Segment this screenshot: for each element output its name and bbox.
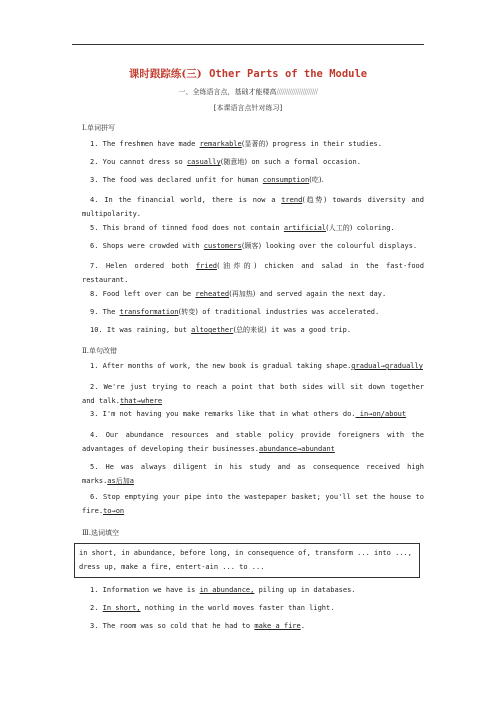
exercise-item <box>90 241 424 251</box>
item-text: looking over the colourful displays. <box>261 242 418 250</box>
answer-fix: as后加a <box>107 477 134 485</box>
item-text: 5. He was always diligent in his study and as consequence received high marks. <box>82 463 424 485</box>
exercise-item <box>82 259 424 287</box>
correction-item <box>90 362 424 370</box>
correction-item <box>82 460 424 488</box>
answer-blank: in abundance, <box>199 586 255 594</box>
answer-blank: artificial <box>283 224 327 232</box>
item-text: of traditional industries was accelerated. <box>198 308 380 316</box>
item-text: piling up in databases. <box>254 586 356 594</box>
answer-blank: trend <box>281 196 303 204</box>
answer-fix: abundance→abundant <box>259 445 335 453</box>
fill-item <box>90 604 424 612</box>
correction-item <box>90 410 424 418</box>
answer-fix: gradual→gradually <box>351 362 423 370</box>
item-text: chicken and salad in the fast-food restaurant. <box>82 262 424 284</box>
hint-cn: (油炸的) <box>217 262 257 270</box>
item-text: . <box>300 622 305 630</box>
fill-item <box>90 622 424 630</box>
item-text: 2. We're just trying to reach a point that both sides will sit down together and talk. <box>82 383 424 405</box>
answer-blank: altogether <box>191 326 234 334</box>
subtitle-hatch: ////////////////////// <box>276 88 318 96</box>
item-text: coloring. <box>352 224 395 232</box>
correction-item <box>82 490 424 518</box>
section-1-heading: Ⅰ.单词拼写 <box>82 124 115 132</box>
item-text: 6. Stop emptying your pipe into the wastepaper basket; you'll set the house to fire. <box>82 493 424 515</box>
item-text: it was a good trip. <box>266 326 352 334</box>
subtitle <box>72 87 424 97</box>
answer-blank: consumption <box>262 176 310 184</box>
answer-blank: transformation <box>119 308 179 316</box>
item-text: 2. You cannot dress so <box>90 158 187 166</box>
item-text: 6. Shops were crowded with <box>90 242 204 250</box>
subtitle-text: 一、全练语言点，基础才能楼高 <box>178 88 277 96</box>
note: [本课语言点针对练习] <box>213 104 283 112</box>
hint-cn: (随意地) <box>220 158 248 166</box>
exercise-item <box>90 157 424 167</box>
hint-cn: (顾客) <box>241 242 262 250</box>
item-text: 4. Our abundance resources and stable policy provide foreigners with the advantages of developing their businesses. <box>82 431 424 453</box>
item-text: 1. Information we have is <box>90 586 200 594</box>
exercise-item <box>90 139 424 149</box>
item-text: 1. After months of work, the new book is gradual taking shape. <box>90 362 352 370</box>
answer-fix: _in→on/about <box>355 410 407 418</box>
item-text: 7. Helen ordered both <box>90 262 196 270</box>
item-text: 4. In the financial world, there is now a <box>90 196 282 204</box>
title-cn: 课时跟踪练(三) <box>128 68 202 80</box>
exercise-item <box>90 325 424 335</box>
answer-blank: customers <box>203 242 242 250</box>
correction-item <box>82 428 424 456</box>
item-text: on such a formal occasion. <box>247 158 361 166</box>
item-text: 10. It was raining, but <box>90 326 192 334</box>
item-text: towards diversity and multipolarity. <box>82 196 424 218</box>
hint-cn: (再加热) <box>229 290 256 298</box>
item-text: 3. The room was so cold that he had to <box>90 622 255 630</box>
word-box: in short, in abundance, before long, in consequence of, transform ... into ..., dress up, make a fire, entert-ain ... to ... <box>74 543 420 578</box>
hint-cn: (人工的) <box>326 224 353 232</box>
section-2-heading: Ⅱ.单句改错 <box>82 347 117 355</box>
hint-cn: (吃). <box>309 176 324 184</box>
answer-fix: to→on <box>103 507 125 515</box>
answer-blank: fried <box>195 262 217 270</box>
answer-blank: remarkable <box>199 140 242 148</box>
exercise-item <box>90 307 424 317</box>
page-title <box>72 66 424 81</box>
fill-item <box>90 586 424 594</box>
section-3-heading: Ⅲ.选词填空 <box>82 529 119 537</box>
answer-blank: casually <box>186 158 221 166</box>
hint-cn: (趋势) <box>302 196 327 204</box>
item-text: 8. Food left over can be <box>90 290 196 298</box>
item-text: 3. I'm not having you make remarks like that in what others do. <box>90 410 356 418</box>
hint-cn: (总的来说) <box>233 326 267 334</box>
item-text: 5. This brand of tinned food does not contain <box>90 224 284 232</box>
item-text: 9. The <box>90 308 120 316</box>
item-text: 1. The freshmen have made <box>90 140 200 148</box>
item-text: progress in their studies. <box>268 140 382 148</box>
answer-fix: that→where <box>119 397 163 405</box>
answer-blank: reheated <box>195 290 230 298</box>
exercise-item <box>90 223 424 233</box>
header-rule <box>72 44 424 45</box>
exercise-item <box>82 193 424 221</box>
answer-blank: In short, <box>102 604 141 612</box>
correction-item <box>82 380 424 408</box>
answer-blank: make a fire <box>254 622 301 630</box>
exercise-item <box>90 289 424 299</box>
item-text: nothing in the world moves faster than light. <box>140 604 335 612</box>
item-text: 2. <box>90 604 103 612</box>
exercise-item <box>90 175 424 185</box>
item-text: and served again the next day. <box>255 290 387 298</box>
title-en: Other Parts of the Module <box>209 68 368 80</box>
hint-cn: (转变) <box>178 308 198 316</box>
hint-cn: (显著的) <box>241 140 269 148</box>
item-text: 3. The food was declared unfit for human <box>90 176 263 184</box>
